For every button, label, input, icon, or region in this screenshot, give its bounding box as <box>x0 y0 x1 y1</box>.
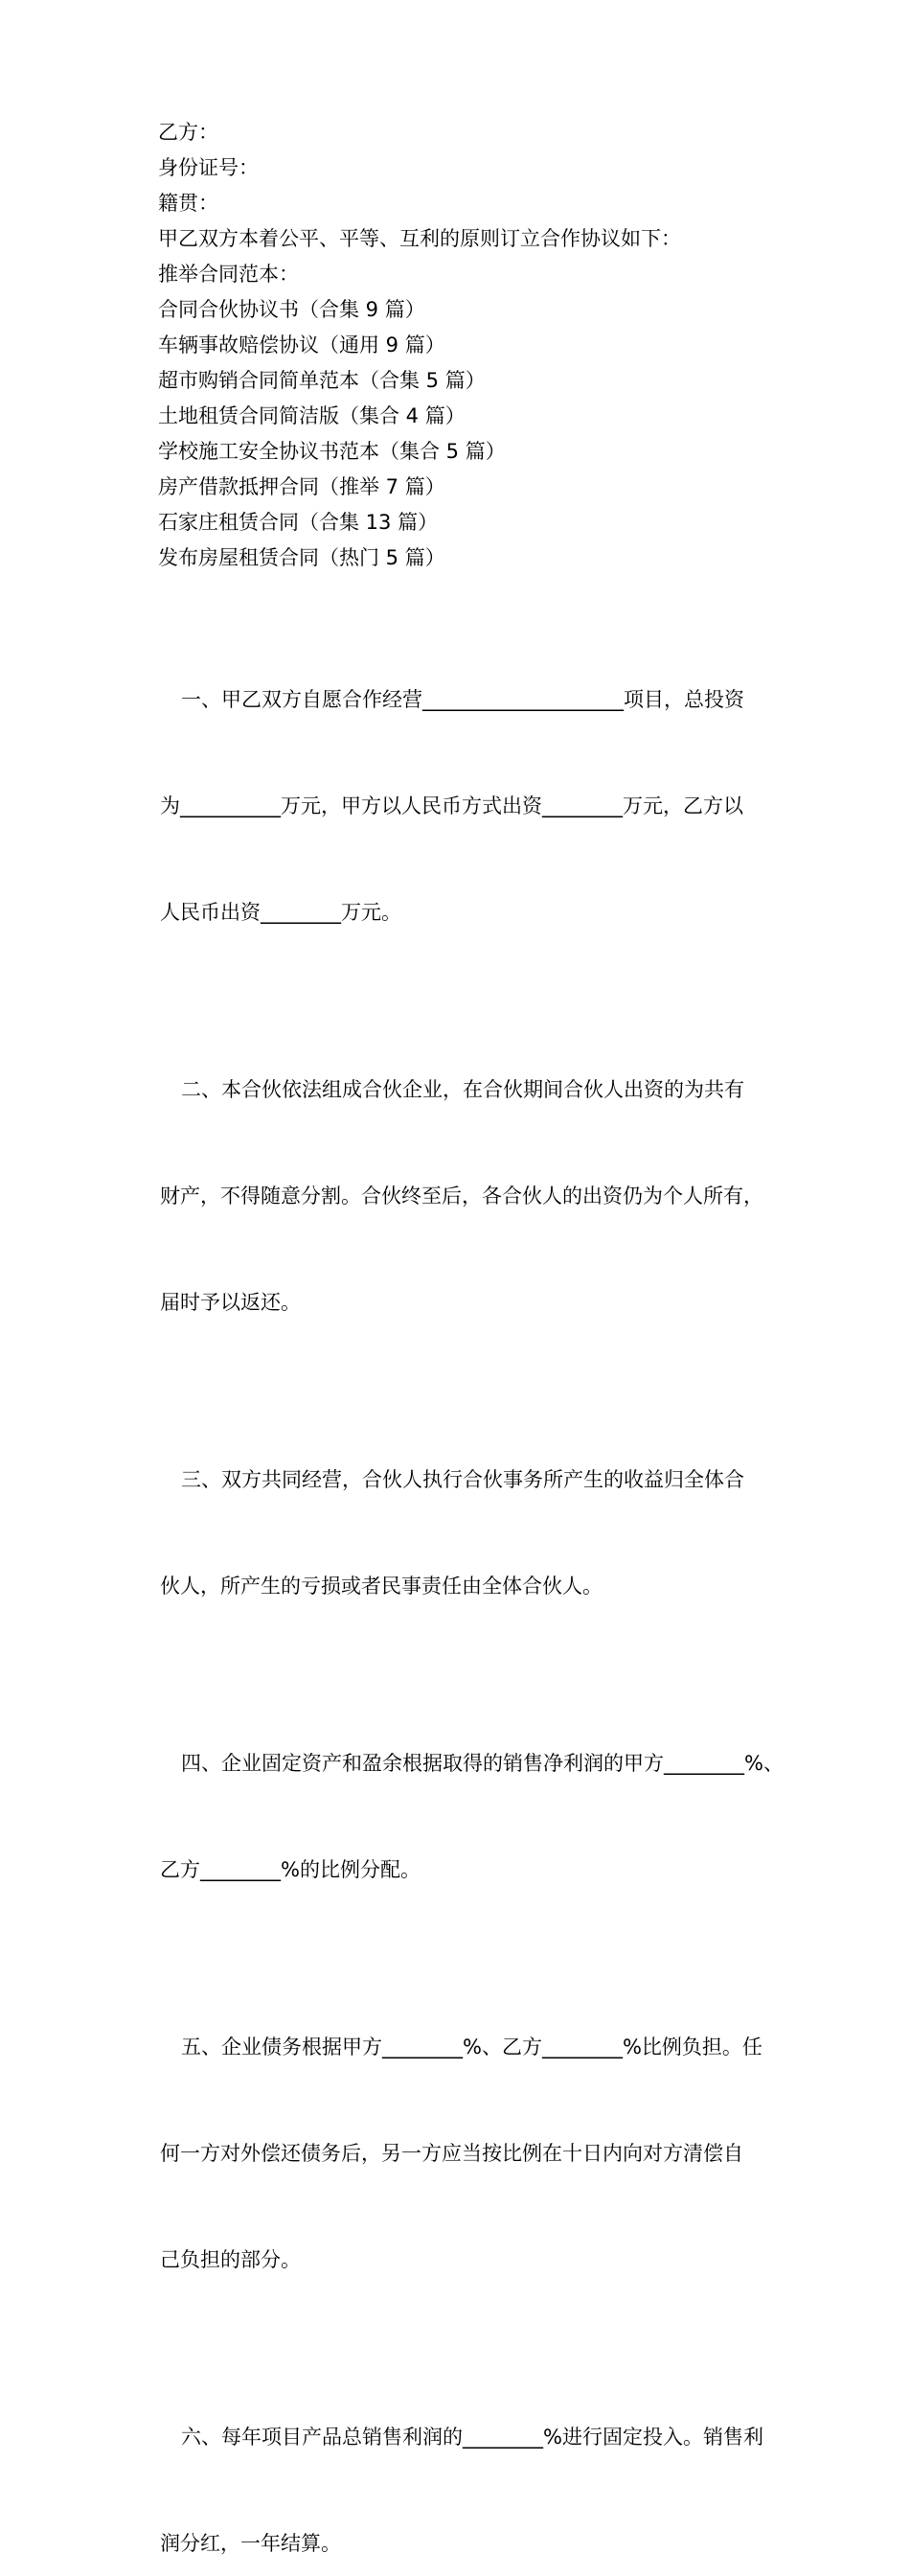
clause-line: 届时予以返还。 <box>160 1291 301 1314</box>
clause-line: 乙方________%的比例分配。 <box>160 1858 421 1881</box>
origin-label: 籍贯： <box>158 192 218 215</box>
clause-3 <box>139 1392 790 1675</box>
clause-6 <box>139 2349 790 2576</box>
recommended-item[interactable]: 合同合伙协议书（合集 9 篇） <box>158 298 425 321</box>
clause-2 <box>139 1001 790 1392</box>
clause-line: 财产，不得随意分割。合伙终至后，各合伙人的出资仍为个人所有， <box>160 1184 763 1208</box>
clause-line: 二、本合伙依法组成合伙企业，在合伙期间合伙人出资的为共有 <box>181 1078 744 1101</box>
recommended-item[interactable]: 学校施工安全协议书范本（集合 5 篇） <box>158 440 506 463</box>
recommended-item[interactable]: 发布房屋租赁合同（热门 5 篇） <box>158 546 445 569</box>
clause-line: 四、企业固定资产和盈余根据取得的销售净利润的甲方________%、 <box>181 1752 784 1775</box>
clause-5 <box>139 1959 790 2349</box>
clause-line: 为__________万元，甲方以人民币方式出资________万元，乙方以 <box>160 794 743 817</box>
preamble-text: 甲乙双方本着公平、平等、互利的原则订立合作协议如下： <box>158 227 681 250</box>
recommended-item[interactable]: 石家庄租赁合同（合集 13 篇） <box>158 511 439 534</box>
clause-line: 己负担的部分。 <box>160 2248 301 2271</box>
clauses-section <box>139 611 790 2576</box>
recommend-title: 推举合同范本： <box>158 263 299 286</box>
clause-line: 何一方对外偿还债务后，另一方应当按比例在十日内向对方清偿自 <box>160 2142 743 2165</box>
id-number-label: 身份证号： <box>158 156 259 179</box>
clause-line: 五、企业债务根据甲方________%、乙方________%比例负担。任 <box>181 2036 762 2058</box>
recommended-item[interactable]: 超市购销合同简单范本（合集 5 篇） <box>158 369 486 392</box>
clause-4 <box>139 1675 790 1959</box>
recommended-item[interactable]: 房产借款抵押合同（推举 7 篇） <box>158 475 445 498</box>
header-section <box>158 115 829 576</box>
clause-line: 润分红，一年结算。 <box>160 2532 341 2555</box>
party-b-label: 乙方： <box>158 121 218 144</box>
clause-line: 人民币出资________万元。 <box>160 901 401 924</box>
clause-line: 六、每年项目产品总销售利润的________%进行固定投入。销售利 <box>181 2426 763 2449</box>
clause-1 <box>139 611 790 1001</box>
recommended-item[interactable]: 土地租赁合同简洁版（集合 4 篇） <box>158 404 466 427</box>
recommended-item[interactable]: 车辆事故赔偿协议（通用 9 篇） <box>158 334 445 356</box>
clause-line: 一、甲乙双方自愿合作经营____________________项目，总投资 <box>181 688 744 711</box>
clause-line: 伙人，所产生的亏损或者民事责任由全体合伙人。 <box>160 1575 603 1598</box>
clause-line: 三、双方共同经营，合伙人执行合伙事务所产生的收益归全体合 <box>181 1468 744 1491</box>
